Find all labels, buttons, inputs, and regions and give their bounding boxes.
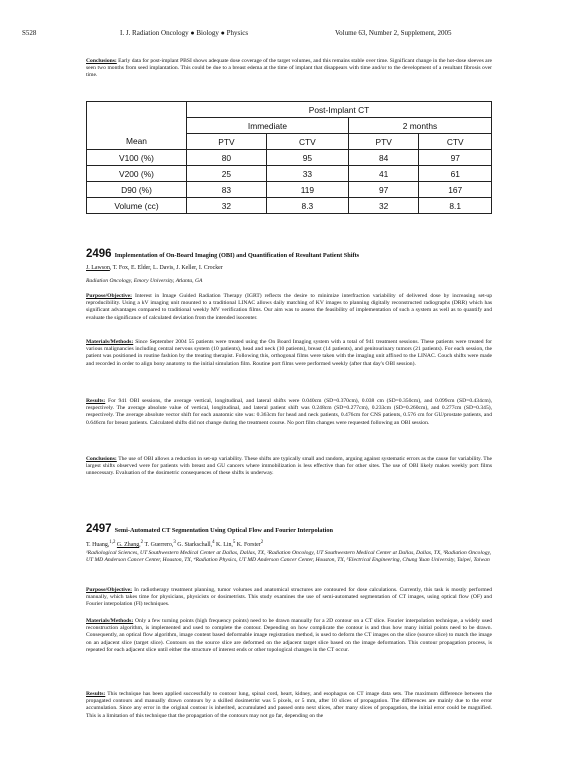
table-cell: 84	[348, 150, 419, 166]
post-implant-ct-table	[86, 101, 492, 214]
table-title: Post-Implant CT	[187, 102, 492, 118]
table-cell: 95	[266, 150, 348, 166]
methods-label: Materials/Methods:	[86, 618, 134, 624]
affiliation-marker: 4	[212, 540, 215, 545]
affiliation-marker: 2	[140, 540, 144, 545]
header-mean: Mean	[87, 134, 187, 150]
row-label: V100 (%)	[87, 150, 187, 166]
table-cell: 8.3	[266, 198, 348, 214]
conclusions-text: Early data for post-implant PBSI shows adequate dose coverage of the target volumes, and this remains stable over time. Significant change in the hot-dose sleeves are seen two months from seed implantation. This could be due to a breast edema at the time of implant that disappears with time and/or to the development of a resultant fibrosis over time.	[86, 58, 492, 79]
group-header-immediate: Immediate	[187, 118, 349, 134]
abstract-2496-affiliation: Radiation Oncology, Emory University, Atlanta, GA	[86, 278, 203, 284]
purpose-text: In radiotherapy treatment planning, tumor volumes and anatomical structures are contoured for dose calculations. Currently, this task is mostly performed manually, which takes time for physicians, physicists or dosimetrists. This study examines the use of semi-automated segmentation of CT images, using optical flow (OF) and Fourier interpolation (FI) techniques.	[86, 587, 492, 608]
results-label: Results:	[86, 398, 106, 404]
abstract-2496-results	[86, 398, 492, 427]
table-cell: 61	[419, 166, 492, 182]
journal-title: I. J. Radiation Oncology ● Biology ● Physics	[120, 29, 249, 37]
presenting-author: J. Lawson	[86, 265, 110, 271]
author-name: K. Forster	[235, 541, 261, 548]
affiliation-marker: 5	[232, 540, 236, 545]
author-name: G. Starkschall,	[175, 541, 213, 548]
abstract-2496-purpose	[86, 293, 492, 322]
table-cell: 83	[187, 182, 267, 198]
previous-abstract-conclusions	[86, 58, 492, 80]
conclusions-text: The use of OBI allows a reduction in set-up variability. These shifts are typically small and random, arguing against systematic errors as the cause for variability. The largest shifts observed were for patients with breast and GU cancers where immobilization is less effective than for other sites. The use of OBI likely makes weekly port films unnecessary. Evaluation of the dosimetric consequences of these shifts is underway.	[86, 456, 492, 477]
coauthors: , T. Fox, E. Elder, L. Davis, J. Keller, I. Crocker	[109, 265, 223, 271]
abstract-2496-heading	[86, 244, 492, 262]
abstract-2496-authors	[86, 265, 492, 272]
table-corner	[87, 102, 187, 134]
abstract-title: Semi-Automated CT Segmentation Using Optical Flow and Fourier Interpolation	[114, 527, 334, 534]
affiliation-marker: 1,2	[109, 540, 116, 545]
affiliation-marker: 3	[173, 540, 176, 545]
page-number: S528	[22, 29, 37, 37]
presenting-author: G. Zhang	[116, 541, 140, 548]
table-cell: 32	[187, 198, 267, 214]
purpose-label: Purpose/Objective:	[86, 293, 132, 299]
abstract-2497-heading	[86, 519, 492, 537]
table-cell: 97	[419, 150, 492, 166]
table-row	[87, 166, 492, 182]
affiliation-marker: 2	[260, 540, 264, 545]
methods-text: Since September 2004 55 patients were treated using the On Board Imaging system with a total of 941 treatment sessions. These patients were treated for various malignancies including central nervous system (10 patients), head and neck (10 patients), breast (14 patients), and genitourinary tumors (21 patients). For each session, the patient was positioned in routine fashion by the treating therapist. Following this, orthogonal films were taken with the imaging unit affixed to the LINAC. Couch shifts were made and recorded in order to align bony anatomy to the initial simulation film. Routine port films were performed weekly (after that day's OBI session).	[86, 339, 492, 367]
table-row	[87, 150, 492, 166]
header-ptv-2-months: PTV	[348, 134, 419, 150]
group-header-2-months: 2 months	[348, 118, 491, 134]
table-cell: 25	[187, 166, 267, 182]
table-cell: 167	[419, 182, 492, 198]
conclusions-label: Conclusions:	[86, 58, 117, 64]
table-cell: 119	[266, 182, 348, 198]
results-label: Results:	[86, 691, 106, 697]
author-name: T. Guerrero,	[143, 541, 174, 548]
table-header-row	[87, 134, 492, 150]
abstract-2496-conclusions	[86, 456, 492, 478]
row-label: Volume (cc)	[87, 198, 187, 214]
abstract-2497-purpose	[86, 587, 492, 609]
author-name: K. Lin,	[214, 541, 233, 548]
volume-info: Volume 63, Number 2, Supplement, 2005	[335, 29, 452, 37]
header-ptv-immediate: PTV	[187, 134, 267, 150]
results-text: For 941 OBI sessions, the average vertical, longitudinal, and lateral shifts were 0.040cm (SD=0.370cm), 0.038 cm (SD=0.350cm), and 0.099cm (SD=0.434cm), respectively. The average absolute value of vertical, longitudinal, and lateral patient shift was 0.248cm (SD=0.277cm), 0.233cm (SD=0.260cm), and 0.277cm (SD=0.345), respectively. The average absolute vector shift for each anatomic site was: 0.363cm for head and neck patients, 0.476cm for CNS patients, 0.576 cm for GU/prostate patients, and 0.646cm for breast patients. Calculated shifts did not change during the treatment course. No port film changes were requested following an OBI session.	[86, 398, 492, 426]
conclusions-label: Conclusions:	[86, 456, 117, 462]
abstract-number: 2497	[86, 523, 112, 535]
table-cell: 80	[187, 150, 267, 166]
abstract-2497-results	[86, 691, 492, 720]
results-text: This technique has been applied successfully to contour lung, spinal cord, heart, kidney, and esophagus on CT image data sets. The maximum difference between the propagated contours and manually drawn contours by a skilled dosimetrist was 5 pixels, or 5 mm, after 10 slices of propagation. The differences are mainly due to the error accumulation. Since any error in the original contour is inherited, accumulated and passed onto next slices, after many slices of propagation, the initial error could be magnified. This is a limitation of this technique that the propagation of the contours may not go far, depending on the	[86, 691, 492, 719]
abstract-2496-methods	[86, 339, 492, 368]
purpose-text: Interest in Image Guided Radiation Therapy (IGRT) reflects the desire to minimize interfraction variability of delivered dose by increasing set-up reproducibility. Using a kV imaging unit mounted to a traditional LINAC allows daily matching of KV images to planning digitally reconstructed radiographs (DRR) which has significant advantages compared to traditional weekly MV verification films. Our aim was to assess the feasibility of implementation of such a system as well as to quantify and evaluate the significance of calculated deviation from the intended isocenter.	[86, 293, 492, 321]
header-ctv-2-months: CTV	[419, 134, 492, 150]
author-name: T. Huang,	[86, 541, 110, 548]
methods-text: Only a few turning points (high frequency points) need to be drawn manually for a 2D contour on a CT slice. Fourier interpolation technique, a widely used reconstruction algorithm, is implemented and used to complete the contour. Depending on how complicate the contour is and thus how many initial points need to be drawn. Consequently, an optical flow algorithm, image content based deformable image registration method, is used to deform the CT images on the slice (source slice) to match the image on an adjacent slice (target slice). Contours on the source slice are deformed on the adjacent target slice based on the image deformation. This contour propagation process, is repeated for each adjacent slice until either the structure of interest ends or other topological changes in the CT occur.	[86, 618, 492, 653]
purpose-label: Purpose/Objective:	[86, 587, 132, 593]
table-cell: 32	[348, 198, 419, 214]
header-ctv-immediate: CTV	[266, 134, 348, 150]
abstract-2497-methods	[86, 618, 492, 654]
methods-label: Materials/Methods:	[86, 339, 134, 345]
row-label: D90 (%)	[87, 182, 187, 198]
table-cell: 33	[266, 166, 348, 182]
abstract-2497-authors: T. Huang,$^{1,2}$ G. Zhang,$^2$ T. Guerrero,$^3$ G. Starkschall,$^4$ K. Lin,$^5$ K. Forster$^2$	[86, 540, 264, 548]
abstract-2497-affiliation: ¹Radiological Sciences, UT Southwestern Medical Center at Dallas, Dallas, TX, ²Radiation Oncology, UT Southwestern Medical Center at Dallas, Dallas, TX, ³Radiation Oncology, UT MD Anderson Cancer Center, Houston, TX, ⁴Radiation Physics, UT MD Anderson Cancer Center, Houston, TX, ⁵Electrical Engineering, Chung Yuan University, Taipei, Taiwan	[86, 550, 492, 564]
table-row	[87, 198, 492, 214]
row-label: V200 (%)	[87, 166, 187, 182]
table-cell: 8.1	[419, 198, 492, 214]
abstract-title: Implementation of On-Board Imaging (OBI) and Quantification of Resultant Patient Shifts	[114, 252, 360, 259]
table-cell: 97	[348, 182, 419, 198]
abstract-number: 2496	[86, 248, 112, 260]
table-row	[87, 182, 492, 198]
table-cell: 41	[348, 166, 419, 182]
